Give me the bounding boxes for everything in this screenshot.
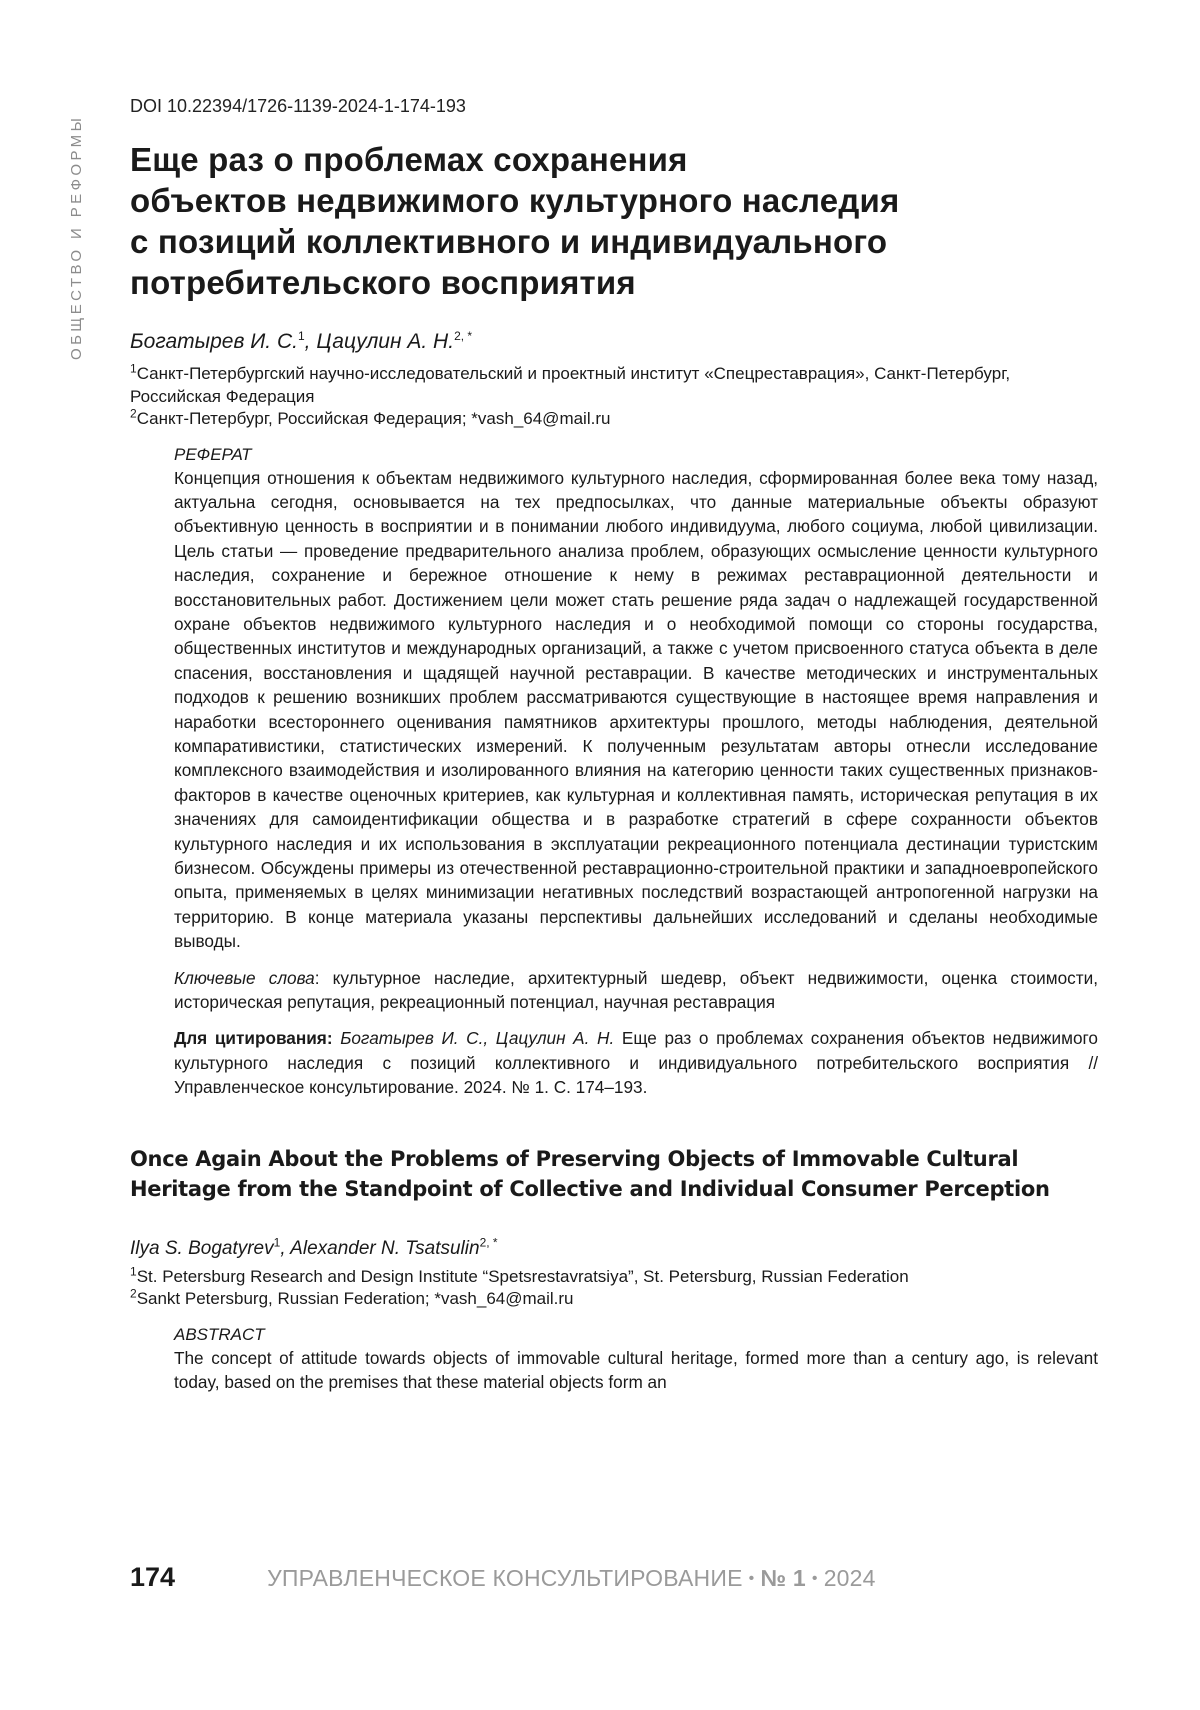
abstract-ru-heading: РЕФЕРАТ (174, 443, 1098, 466)
abstract-ru-block (174, 443, 1098, 1100)
article-title-en (130, 1144, 1098, 1204)
author-sup: 2, * (480, 1235, 498, 1249)
title-ru-line: с позиций коллективного и индивидуального (130, 223, 887, 260)
affiliation-text: Sankt Petersburg, Russian Federation; *vash_64@mail.ru (137, 1289, 574, 1308)
affiliation-item (130, 1288, 1098, 1311)
abstract-en-heading: ABSTRACT (174, 1323, 1098, 1346)
abstract-ru-text: Концепция отношения к объектам недвижимого культурного наследия, сформированная более века тому назад, актуальна сегодня, основывается на тех предпосылках, что данные материальные объекты образуют объективную ценность в восприятии и в понимании любого индивидуума, любого социума, любой цивилизации. Цель статьи — проведение предварительного анализа проблем, образующих осмысление ценности культурного наследия, сохранение и бережное отношение к нему в режимах реставрационной деятельности и восстановительных работ. Достижением цели может стать решение ряда задач о надлежащей государственной охране объектов недвижимого культурного наследия и о необходимой помощи со стороны государства, общественных институтов и международных организаций, а также с учетом присвоенного статуса объекта в деле спасения, восстановления и щадящей научной реставрации. В качестве методических и инструментальных подходов к решению возникших проблем рассматриваются существующие в настоящее время направления и наработки всестороннего оценивания памятников архитектуры прошлого, методы наблюдения, деятельной компаративистики, статистических измерений. К полученным результатам авторы отнесли исследование комплексного взаимодействия и изолированного влияния на категорию ценности таких существенных признаков-факторов в качестве оценочных критериев, как культурная и коллективная память, историческая репутация в их значениях для самоидентификации общества и в разработке стратегий в сфере сохранности объектов культурного наследия и их использования в эксплуатации рекреационного потенциала дестинации туристским бизнесом. Обсуждены примеры из отечественной реставрационно-строительной практики и западноевропейского опыта, применяемых в целях минимизации негативных последствий возрастающей антропогенной нагрузки на территорию. В конце материала указаны перспективы дальнейших исследований и сделаны необходимые выводы. (174, 466, 1098, 954)
author-name: Ilya S. Bogatyrev (130, 1238, 274, 1259)
section-side-label: ОБЩЕСТВО И РЕФОРМЫ (68, 115, 85, 360)
journal-name (267, 1565, 876, 1592)
abstract-en-text: The concept of attitude towards objects of immovable cultural heritage, formed more than a century ago, is relevant today, based on the premises that these material objects form an (174, 1346, 1098, 1395)
title-ru-line: Еще раз о проблемах сохранения (130, 141, 688, 178)
affiliations-ru (130, 363, 1098, 431)
journal-year: 2024 (824, 1565, 876, 1591)
abstract-en-block (174, 1323, 1098, 1395)
title-en-line: Once Again About the Problems of Preserving Objects of Immovable Cultural (130, 1147, 1018, 1171)
affiliation-sup: 1 (130, 1264, 137, 1278)
author-name: Богатырев И. С. (130, 330, 298, 353)
author-sup: 2, * (454, 329, 472, 343)
affiliation-text: Санкт-Петербургский научно-исследовательский и проектный институт «Спецреставрация», Санкт-Петербург, Российская Федерация (130, 364, 1010, 406)
affiliations-en (130, 1266, 1098, 1311)
keywords-label: Ключевые слова (174, 968, 315, 988)
footer-separator: • (812, 1570, 818, 1587)
page-number: 174 (130, 1562, 175, 1593)
title-ru-line: объектов недвижимого культурного наследия (130, 182, 899, 219)
author-separator: , (280, 1238, 290, 1259)
citation-authors: Богатырев И. С., Цацулин А. Н. (340, 1028, 614, 1048)
affiliation-item (130, 1266, 1098, 1289)
affiliation-sup: 1 (130, 361, 137, 375)
affiliation-item (130, 363, 1098, 408)
citation-ru (174, 1026, 1098, 1099)
author-name: Alexander N. Tsatsulin (290, 1238, 479, 1259)
affiliation-text: St. Petersburg Research and Design Institute “Spetsrestavratsiya”, St. Petersburg, Russian Federation (137, 1267, 909, 1286)
authors-en (130, 1238, 1098, 1260)
page-footer (130, 1562, 1098, 1593)
affiliation-text: Санкт-Петербург, Российская Федерация; *vash_64@mail.ru (137, 409, 611, 428)
keywords-ru (174, 966, 1098, 1015)
title-en-line: Heritage from the Standpoint of Collective and Individual Consumer Perception (130, 1177, 1050, 1201)
author-name: Цацулин А. Н. (316, 330, 454, 353)
affiliation-item (130, 408, 1098, 431)
article-first-page (130, 96, 1098, 1394)
author-sup: 1 (274, 1235, 281, 1249)
article-title-ru (130, 139, 1098, 303)
affiliation-sup: 2 (130, 406, 137, 420)
keywords-text: : культурное наследие, архитектурный шедевр, объект недвижимости, оценка стоимости, историческая репутация, рекреационный потенциал, научная реставрация (174, 968, 1098, 1012)
citation-label: Для цитирования: (174, 1028, 333, 1048)
footer-separator: • (749, 1570, 755, 1587)
doi[interactable]: DOI 10.22394/1726-1139-2024-1-174-193 (130, 96, 1098, 117)
title-ru-line: потребительского восприятия (130, 264, 636, 301)
author-sup: 1 (298, 329, 305, 343)
affiliation-sup: 2 (130, 1287, 137, 1301)
author-separator: , (305, 330, 317, 353)
journal-issue: № 1 (760, 1565, 805, 1591)
journal-title: УПРАВЛЕНЧЕСКОЕ КОНСУЛЬТИРОВАНИЕ (267, 1565, 743, 1591)
citation-text: Еще раз о проблемах сохранения объектов недвижимого культурного наследия с позиций коллективного и индивидуального потребительского восприятия // Управленческое консультирование. 2024. № 1. С. 174–193. (174, 1028, 1098, 1097)
authors-ru (130, 329, 1098, 355)
